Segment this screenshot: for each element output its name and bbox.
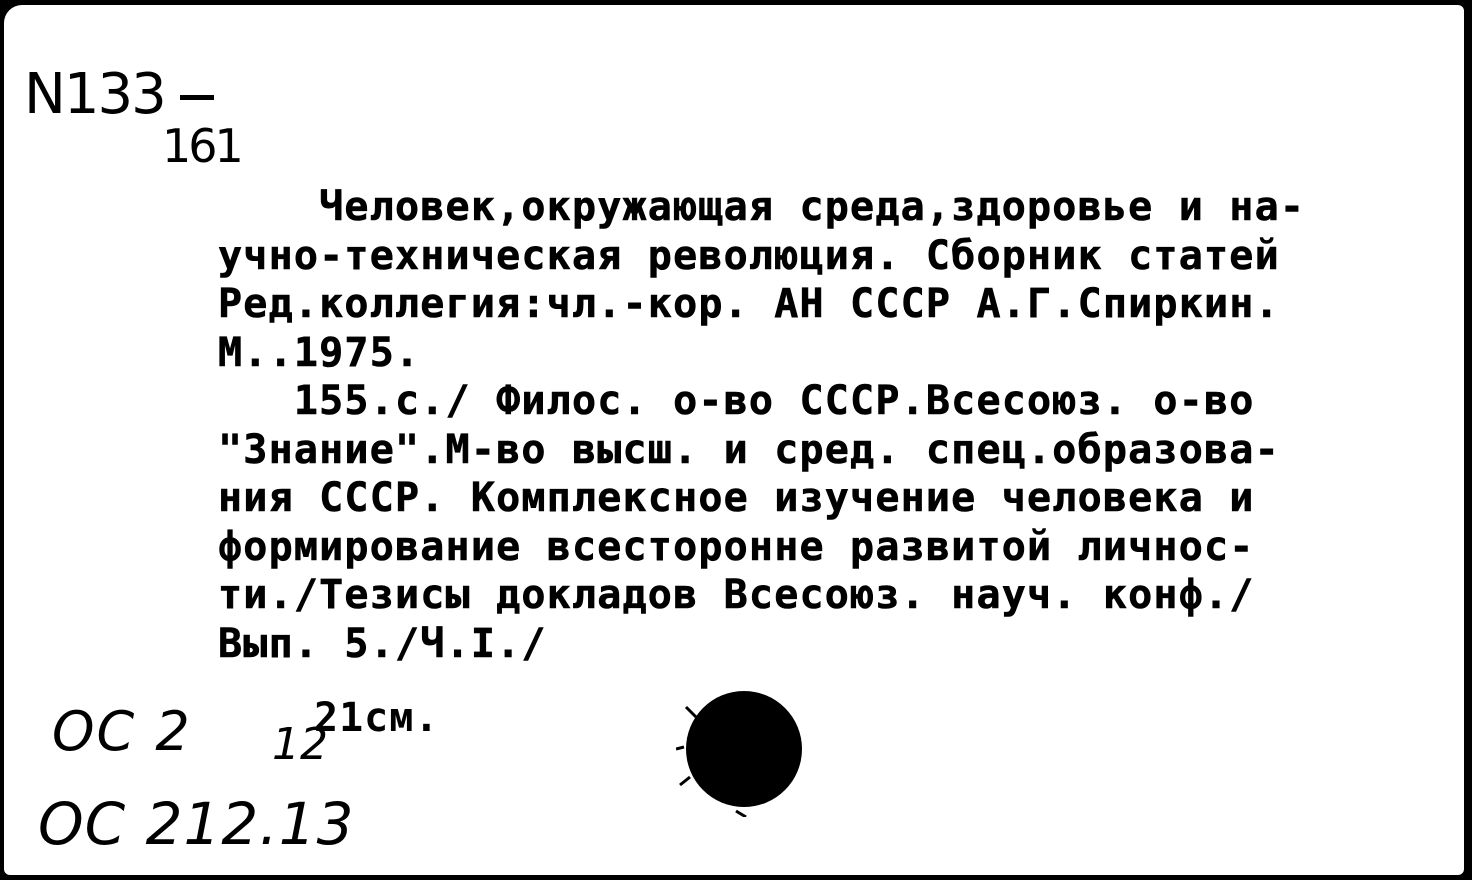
- typed-line: Вып. 5./Ч.I./: [218, 620, 547, 667]
- call-number-2: ОС 212.13: [38, 790, 355, 858]
- shelf-mark-sub: 161: [162, 119, 241, 173]
- shelf-mark: N133: [24, 62, 165, 127]
- typed-line: "Знание".М-во высш. и сред. спец.образова-: [218, 426, 1280, 473]
- punch-hole: [676, 687, 806, 817]
- typed-line: учно-техническая революция. Сборник статей: [218, 232, 1280, 279]
- typed-entry: [218, 183, 1448, 668]
- typed-line: ти./Тезисы докладов Всесоюз. науч. конф./: [218, 572, 1255, 618]
- typed-line: Ред.коллегия:чл.-кор. АН СССР А.Г.Спиркин.: [218, 281, 1280, 327]
- size-line: 21см.: [314, 695, 440, 741]
- shelf-mark-dash: [180, 95, 214, 100]
- typed-line: 155.с./ Филос. о-во СССР.Всесоюз. о-во: [218, 378, 1255, 424]
- typed-line: ния СССР. Комплексное изучение человека и: [218, 475, 1255, 521]
- call-number-1: ОС 2: [52, 700, 192, 763]
- typed-line: М..1975.: [218, 329, 421, 376]
- typed-line: Человек,окружающая среда,здоровье и на-: [218, 184, 1306, 230]
- typed-line: формирование всесторонне развитой личнос-: [218, 523, 1255, 570]
- catalog-card: [4, 5, 1464, 875]
- call-number-1-suffix: 12: [272, 719, 328, 770]
